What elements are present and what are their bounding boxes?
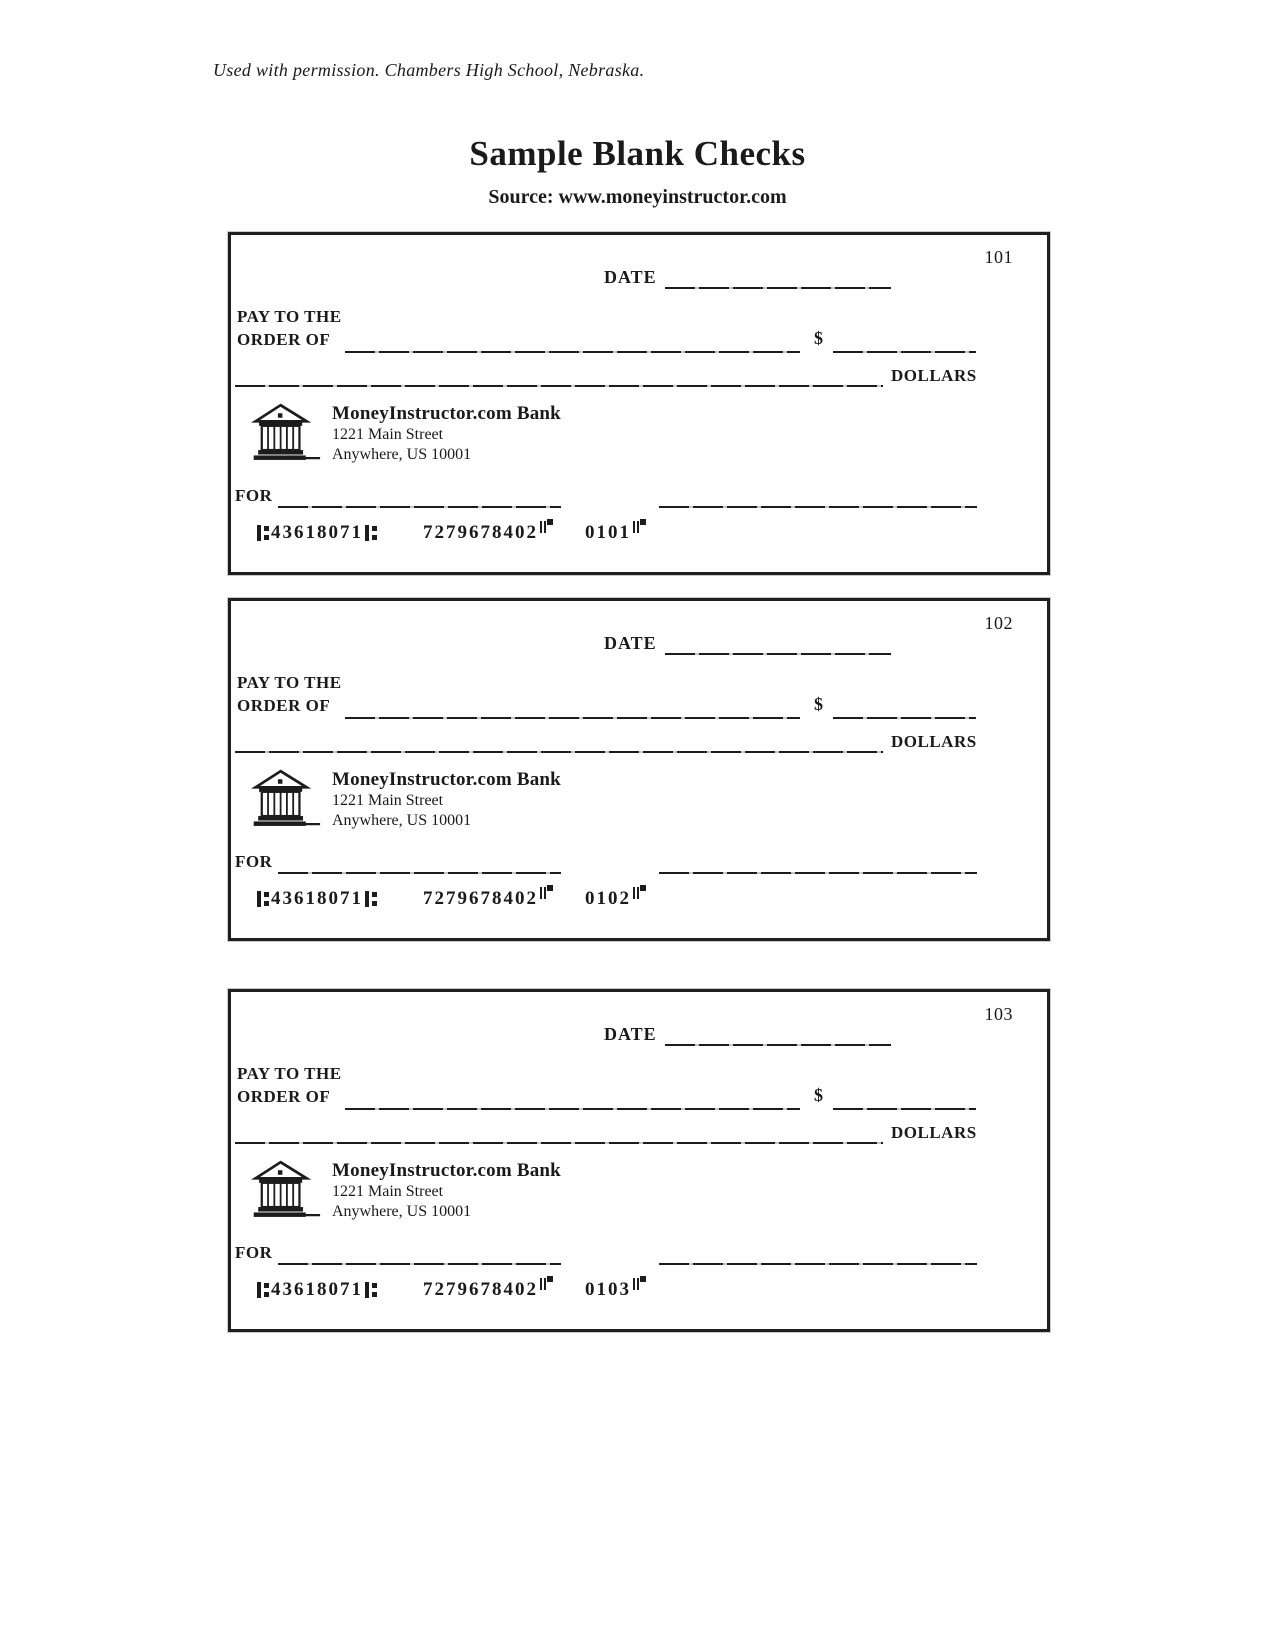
check-number: 101 [984,247,1013,267]
memo-blank-line [278,506,561,508]
page-title: Sample Blank Checks [469,134,806,173]
micr-routing-number: 43618071 [271,522,363,543]
dollar-sign-label: $ [814,694,823,714]
micr-account-number: 7279678402 [423,1279,538,1300]
pay-to-the-order-of-label [237,1062,342,1108]
check-103 [228,989,1050,1332]
pay-to-the-label: PAY TO THE [237,673,342,692]
dollar-sign-label: $ [814,1085,823,1105]
payee-blank-line [345,351,800,353]
for-label: FOR [235,486,273,505]
micr-on-us-icon [540,885,553,900]
dollars-label: DOLLARS [891,366,977,385]
bank-address-line1: 1221 Main Street [332,792,444,809]
dollar-sign-label: $ [814,328,823,348]
micr-transit-icon [365,1282,377,1298]
micr-transit-icon [257,891,269,907]
micr-on-us-icon [633,885,646,900]
dollars-label: DOLLARS [891,732,977,751]
order-of-label: ORDER OF [237,1087,331,1106]
pay-to-the-order-of-label [237,671,342,717]
date-label: DATE [604,633,657,653]
for-label: FOR [235,1243,273,1262]
micr-account-number: 7279678402 [423,888,538,909]
micr-check-number: 0103 [585,1279,631,1300]
bank-building-icon [251,1156,321,1224]
order-of-label: ORDER OF [237,330,331,349]
bank-address-line1: 1221 Main Street [332,426,444,443]
micr-check-number: 0102 [585,888,631,909]
bank-block [251,1156,561,1224]
signature-blank-line [659,1263,977,1265]
amount-blank-line [833,717,976,719]
bank-address-line1: 1221 Main Street [332,1183,444,1200]
dollars-label: DOLLARS [891,1123,977,1142]
date-label: DATE [604,1024,657,1044]
signature-blank-line [659,872,977,874]
amount-blank-line [833,351,976,353]
written-amount-blank-line [235,751,883,753]
for-label: FOR [235,852,273,871]
bank-address-line2: Anywhere, US 10001 [332,446,472,463]
memo-blank-line [278,1263,561,1265]
micr-on-us-icon [540,519,553,534]
bank-name: MoneyInstructor.com Bank [332,1160,561,1181]
bank-info [332,765,561,831]
micr-routing-number: 43618071 [271,888,363,909]
date-blank-line [665,653,891,655]
micr-on-us-icon [633,1276,646,1291]
date-label: DATE [604,267,657,287]
signature-blank-line [659,506,977,508]
bank-info [332,1156,561,1222]
bank-block [251,765,561,833]
date-blank-line [665,1044,891,1046]
pay-to-the-order-of-label [237,305,342,351]
micr-account-number: 7279678402 [423,522,538,543]
micr-transit-icon [365,891,377,907]
pay-to-the-label: PAY TO THE [237,1064,342,1083]
written-amount-blank-line [235,385,883,387]
permission-note: Used with permission. Chambers High School, Nebraska. [213,60,645,80]
micr-routing-number: 43618071 [271,1279,363,1300]
payee-blank-line [345,1108,800,1110]
micr-transit-icon [257,525,269,541]
payee-blank-line [345,717,800,719]
amount-blank-line [833,1108,976,1110]
micr-check-number: 0101 [585,522,631,543]
bank-name: MoneyInstructor.com Bank [332,403,561,424]
micr-transit-icon [365,525,377,541]
micr-on-us-icon [540,1276,553,1291]
bank-name: MoneyInstructor.com Bank [332,769,561,790]
order-of-label: ORDER OF [237,696,331,715]
check-number: 102 [984,613,1013,633]
check-101 [228,232,1050,575]
source-line: Source: www.moneyinstructor.com [488,186,787,208]
check-number: 103 [984,1004,1013,1024]
bank-address-line2: Anywhere, US 10001 [332,1203,472,1220]
micr-line [255,1279,646,1301]
written-amount-blank-line [235,1142,883,1144]
bank-block [251,399,561,467]
bank-building-icon [251,399,321,467]
bank-address-line2: Anywhere, US 10001 [332,812,472,829]
pay-to-the-label: PAY TO THE [237,307,342,326]
micr-line [255,888,646,910]
memo-blank-line [278,872,561,874]
bank-info [332,399,561,465]
micr-on-us-icon [633,519,646,534]
bank-building-icon [251,765,321,833]
micr-transit-icon [257,1282,269,1298]
micr-line [255,522,646,544]
date-blank-line [665,287,891,289]
check-102 [228,598,1050,941]
